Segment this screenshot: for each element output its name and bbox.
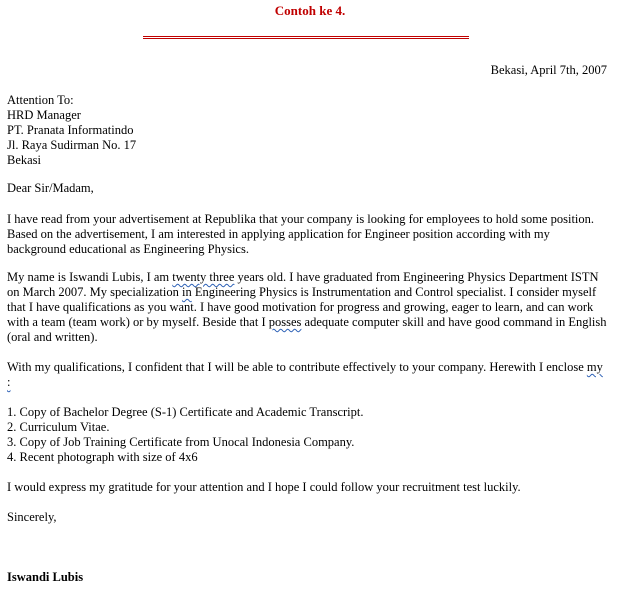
- page-heading: Contoh ke 4.: [274, 3, 346, 18]
- spellcheck-word[interactable]: posses: [268, 315, 302, 329]
- heading-divider: [143, 36, 469, 39]
- paragraph-3: [7, 360, 603, 390]
- sign-off: Sincerely,: [7, 510, 57, 524]
- paragraph-1-line: background educational as Engineering Physics.: [7, 242, 249, 256]
- recipient-company: PT. Pranata Informatindo: [7, 123, 134, 137]
- date-line: Bekasi, April 7th, 2007: [490, 63, 607, 77]
- enclosure-item: 2. Curriculum Vitae.: [7, 420, 110, 434]
- paragraph-2-line: with a team (team work) or by myself. Beside that I posses adequate computer skill and have good command in English: [7, 315, 607, 329]
- paragraph-1: [7, 212, 594, 257]
- paragraph-3-line: :: [7, 375, 11, 389]
- enclosure-item: 3. Copy of Job Training Certificate from Unocal Indonesia Company.: [7, 435, 355, 449]
- salutation: Dear Sir/Madam,: [7, 181, 94, 195]
- paragraph-2-line: My name is Iswandi Lubis, I am twenty three years old. I have graduated from Engineering Physics Department ISTN: [7, 270, 599, 284]
- spellcheck-word[interactable]: twenty three: [172, 270, 235, 284]
- paragraph-1-line: Based on the advertisement, I am interested in applying application for Engineer position according with my: [7, 227, 550, 241]
- enclosure-list: [7, 405, 364, 465]
- recipient-city: Bekasi: [7, 153, 42, 167]
- paragraph-2-line: that I have qualifications as you want. I have good motivation for progress and growing, eager to learn, and can work: [7, 300, 594, 314]
- enclosure-item: 4. Recent photograph with size of 4x6: [7, 450, 198, 464]
- recipient-block: [7, 93, 136, 168]
- attention-line: Attention To:: [7, 93, 74, 107]
- paragraph-2-line: on March 2007. My specialization in Engineering Physics is Instrumentation and Control specialist. I consider myself: [7, 285, 597, 299]
- paragraph-2-line: (oral and written).: [7, 330, 98, 344]
- paragraph-3-line: With my qualifications, I confident that I will be able to contribute effectively to your company. Herewith I enclose my: [7, 360, 603, 374]
- closing-paragraph: I would express my gratitude for your attention and I hope I could follow your recruitment test luckily.: [7, 480, 521, 494]
- signature-name: Iswandi Lubis: [7, 570, 84, 584]
- spellcheck-word[interactable]: in: [181, 285, 192, 299]
- enclosure-item: 1. Copy of Bachelor Degree (S-1) Certificate and Academic Transcript.: [7, 405, 364, 419]
- paragraph-1-line: I have read from your advertisement at Republika that your company is looking for employees to hold some position.: [7, 212, 595, 226]
- recipient-street: Jl. Raya Sudirman No. 17: [7, 138, 137, 152]
- recipient-title: HRD Manager: [7, 108, 81, 122]
- paragraph-2: [7, 270, 607, 345]
- spellcheck-word[interactable]: my: [586, 360, 603, 374]
